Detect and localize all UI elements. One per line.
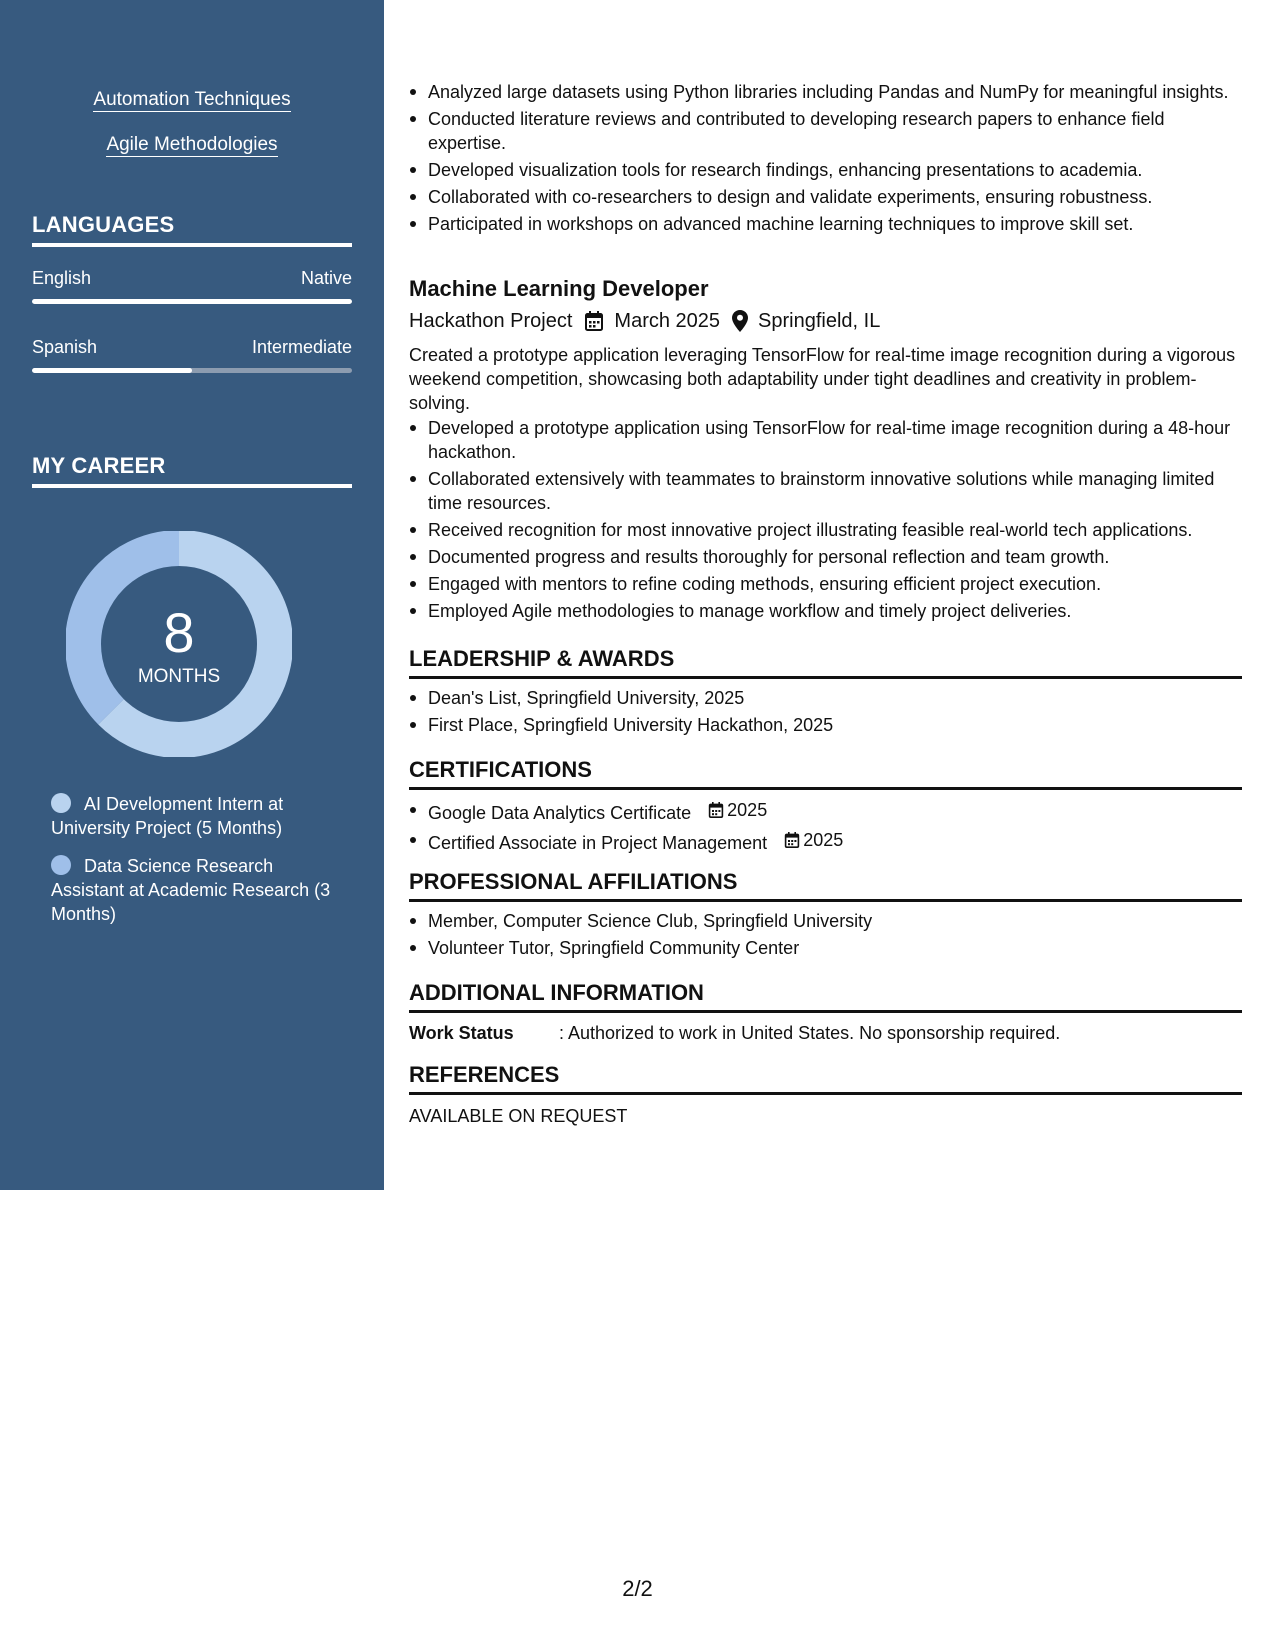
job-details (409, 343, 1242, 626)
career-total-unit: MONTHS (137, 666, 221, 687)
calendar-icon (784, 831, 800, 849)
list-item: Collaborated extensively with teammates to brainstorm innovative solutions while managing limited time resources. (409, 467, 1242, 515)
job-summary: Created a prototype application leveraging TensorFlow for real-time image recognition during a vigorous weekend competition, showcasing both adaptability under tight deadlines and creativity in problem-solving. (409, 345, 1236, 413)
languages-heading: LANGUAGES (32, 211, 352, 247)
certification-name: Certified Associate in Project Management (428, 833, 768, 853)
certifications-heading: CERTIFICATIONS (409, 756, 1242, 790)
work-status-value: : Authorized to work in United States. No sponsorship required. (559, 1023, 1061, 1043)
affiliations-list (409, 909, 1242, 960)
legend-text: AI Development Intern at University Project (5 Months) (51, 794, 284, 838)
language-proficiency-fill (32, 368, 192, 373)
calendar-icon (584, 310, 604, 332)
list-item: Developed a prototype application using TensorFlow for real-time image recognition during a 48-hour hackathon. (409, 416, 1242, 464)
calendar-icon (708, 801, 724, 819)
affiliations-section (409, 909, 1242, 963)
language-name: English (32, 268, 92, 288)
certification-date (784, 828, 843, 852)
sidebar (0, 0, 384, 1190)
job-meta (409, 308, 880, 334)
language-proficiency-fill (32, 299, 352, 304)
research-bullets-section (409, 80, 1242, 239)
work-status-row (409, 1021, 1242, 1045)
leadership-section (409, 686, 1242, 740)
certifications-list (409, 798, 1242, 855)
location-pin-icon (732, 310, 748, 332)
leadership-heading: LEADERSHIP & AWARDS (409, 645, 1242, 679)
list-item: Conducted literature reviews and contributed to developing research papers to enhance field expertise. (409, 107, 1242, 155)
list-item: Member, Computer Science Club, Springfield University (409, 909, 1242, 933)
language-proficiency-bar (32, 299, 352, 304)
certification-date (708, 798, 767, 822)
list-item: Received recognition for most innovative project illustrating feasible real-world tech applications. (409, 518, 1242, 542)
list-item (409, 798, 1242, 825)
skill-label: Agile Methodologies (106, 134, 278, 155)
legend-dot (51, 855, 71, 875)
language-name: Spanish (32, 337, 98, 357)
additional-info-heading: ADDITIONAL INFORMATION (409, 979, 1242, 1013)
job-date: March 2025 (614, 310, 721, 332)
work-status-label: Work Status (409, 1023, 514, 1043)
career-legend-item (51, 854, 341, 926)
certification-year: 2025 (727, 800, 768, 820)
list-item: Participated in workshops on advanced machine learning techniques to improve skill set. (409, 212, 1242, 236)
certifications-section (409, 798, 1242, 858)
job-title: Machine Learning Developer (409, 276, 709, 301)
research-bullet-list (409, 80, 1242, 236)
language-proficiency-bar (32, 368, 352, 373)
language-row (32, 267, 352, 289)
list-item: Employed Agile methodologies to manage workflow and timely project deliveries. (409, 599, 1242, 623)
references-text: AVAILABLE ON REQUEST (409, 1106, 628, 1126)
language-level: Intermediate (251, 337, 352, 357)
page-number: 2/2 (622, 1576, 653, 1601)
list-item: Engaged with mentors to refine coding methods, ensuring efficient project execution. (409, 572, 1242, 596)
career-total-value: 8 (163, 601, 195, 664)
career-legend-item (51, 792, 341, 840)
language-level: Native (300, 268, 352, 288)
references-heading: REFERENCES (409, 1061, 1242, 1095)
language-row (32, 336, 352, 358)
list-item: Developed visualization tools for research findings, enhancing presentations to academia. (409, 158, 1242, 182)
list-item: Volunteer Tutor, Springfield Community Center (409, 936, 1242, 960)
leadership-list (409, 686, 1242, 737)
affiliations-heading: PROFESSIONAL AFFILIATIONS (409, 868, 1242, 902)
list-item: Analyzed large datasets using Python libraries including Pandas and NumPy for meaningful insights. (409, 80, 1242, 104)
career-heading: MY CAREER (32, 452, 352, 488)
certification-year: 2025 (803, 830, 844, 850)
list-item (409, 828, 1242, 855)
legend-dot (51, 793, 71, 813)
list-item: First Place, Springfield University Hackathon, 2025 (409, 713, 1242, 737)
list-item: Documented progress and results thoroughly for personal reflection and team growth. (409, 545, 1242, 569)
list-item: Collaborated with co-researchers to design and validate experiments, ensuring robustness. (409, 185, 1242, 209)
job-location: Springfield, IL (758, 310, 881, 332)
list-item: Dean's List, Springfield University, 2025 (409, 686, 1242, 710)
job-company: Hackathon Project (409, 310, 573, 332)
skill-link[interactable] (0, 88, 384, 112)
skill-label: Automation Techniques (93, 89, 291, 110)
certification-name: Google Data Analytics Certificate (428, 803, 692, 823)
legend-text: Data Science Research Assistant at Academic Research (3 Months) (51, 856, 331, 924)
job-bullet-list (409, 416, 1242, 623)
skill-link[interactable] (0, 133, 384, 157)
